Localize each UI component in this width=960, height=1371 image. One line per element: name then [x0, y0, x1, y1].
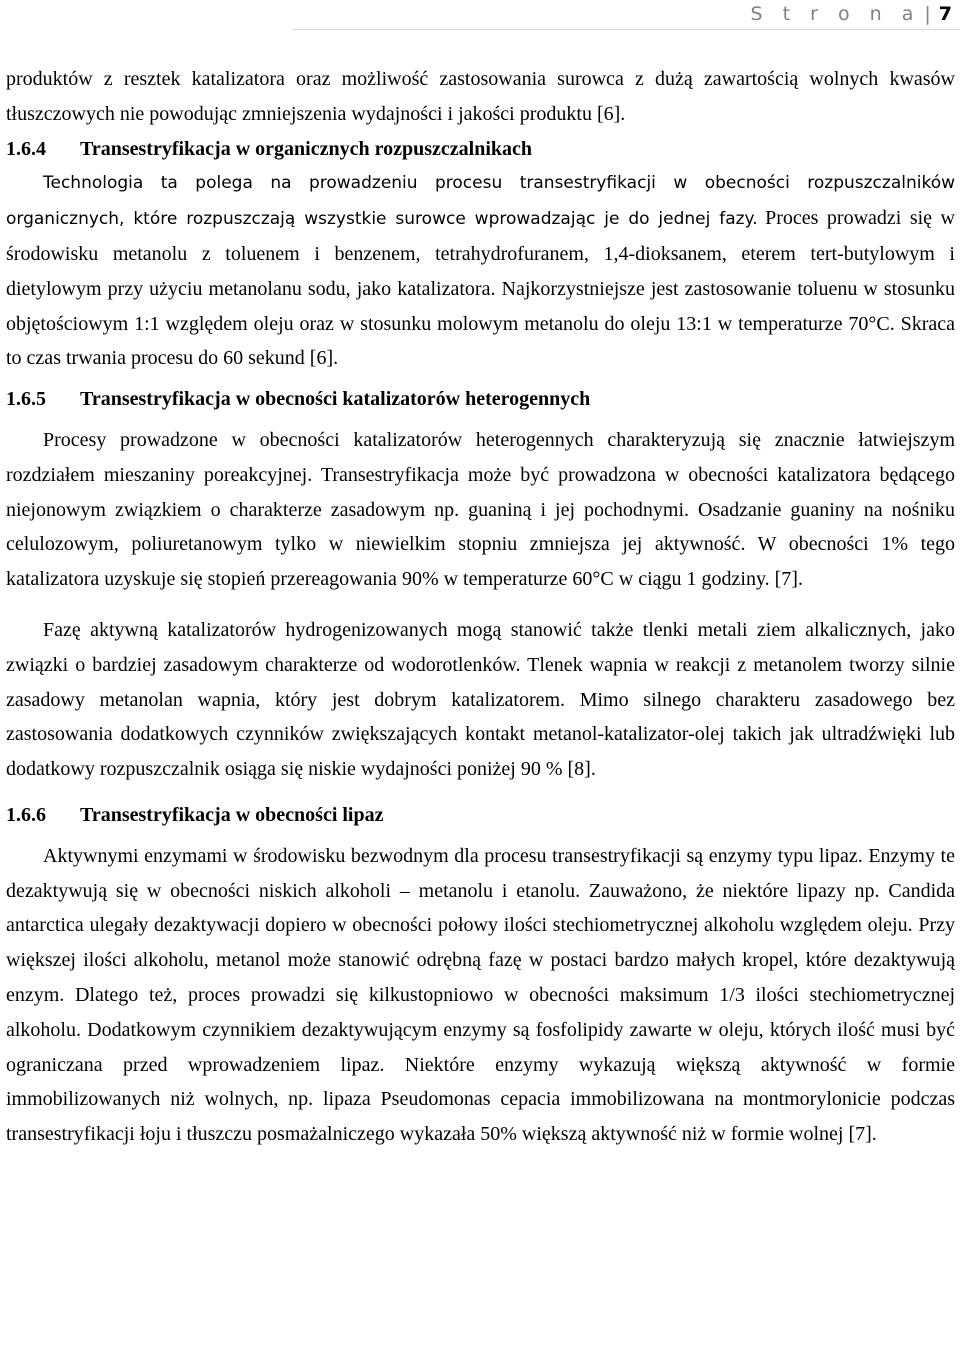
- section-number: 1.6.4: [6, 137, 46, 160]
- header-rule: [292, 29, 960, 30]
- section-1-6-5-paragraph-1: Procesy prowadzone w obecności katalizatorów heterogennych charakteryzują się znacznie łatwiejszym rozdziałem mieszaniny poreakcyjnej. Transestryfikacja może być prowadzona w obecności katalizatora będącego niejonowym związkiem o charakterze zasadowym np. guaniną i jej pochodnymi. Osadzanie guaniny na nośniku celulozowym, poliuretanowym tylko w niewielkim stopniu zmniejsza jej aktywność. W obecności 1% tego katalizatora uzyskuje się stopień przereagowania 90% w temperaturze 60°C w ciągu 1 godziny. [7].: [6, 428, 955, 591]
- section-1-6-6-paragraph: Aktywnymi enzymami w środowisku bezwodnym dla procesu transestryfikacji są enzymy typu lipaz. Enzymy te dezaktywują się w obecności niskich alkoholi – metanolu i etanolu. Zauważono, że niektóre lipazy np. Candida antarctica ulegały dezaktywacji dopiero w obecności połowy ilości stechiometrycznej alkoholu względem oleju. Przy większej ilości alkoholu, metanol może stanowić odrębną fazę w postaci bardzo małych kropel, które dezaktywują enzym. Dlatego też, proces prowadzi się kilkustopniowo w obecności maksimum 1/3 ilości stechiometrycznej alkoholu. Dodatkowym czynnikiem dezaktywującym enzymy są fosfolipidy zawarte w oleju, których ilość musi być ograniczana przed wprowadzeniem lipaz. Niektóre enzymy wykazują większą aktywność w formie immobilizowanych niż wolnych, np. lipaza Pseudomonas cepacia immobilizowana na montmorylonicie podczas transestryfikacji łoju i tłuszczu posmażalniczego wykazała 50% większą aktywność niż w formie wolnej [7].: [6, 844, 955, 1146]
- section-number: 1.6.5: [6, 388, 46, 411]
- header-separator: |: [924, 3, 931, 25]
- spacer: [6, 597, 955, 613]
- section-title: Transestryfikacja w organicznych rozpuszczalnikach: [80, 137, 533, 160]
- paragraph-sans-part: Technologia ta polega na prowadzeniu procesu transestryfikacji w obecności rozpuszczalników organicznych, które rozpuszczają wszystkie surowce wprowadzając je do jednej fazy.: [6, 173, 955, 230]
- section-heading-1-6-4: [6, 132, 955, 167]
- intro-paragraph: produktów z resztek katalizatora oraz możliwość zastosowania surowca z dużą zawartością wolnych kwasów tłuszczowych nie powodując zmniejszenia wydajności i jakości produktu [6].: [6, 68, 955, 125]
- section-title: Transestryfikacja w obecności lipaz: [80, 803, 384, 826]
- section-1-6-4-paragraph: [6, 166, 955, 376]
- section-number: 1.6.6: [6, 803, 46, 826]
- section-1-6-5-paragraph-2: Fazę aktywną katalizatorów hydrogenizowanych mogą stanowić także tlenki metali ziem alkalicznych, jako związki o bardziej zasadowym charakterze od wodorotlenków. Tlenek wapnia w reakcji z metanolem tworzy silnie zasadowy metanolan wapnia, który jest dobrym katalizatorem. Mimo silnego charakteru zasadowego bez zastosowania dodatkowych czynników zwiększających kontakt metanol-katalizator-olej takich jak ultradźwięki lub dodatkowy rozpuszczalnik osiąga się niskie wydajności poniżej 90 % [8].: [6, 618, 955, 781]
- page-header: [751, 2, 952, 26]
- section-heading-1-6-5: [6, 382, 955, 417]
- document-body: [6, 62, 955, 1152]
- page-number: 7: [938, 3, 952, 25]
- section-heading-1-6-6: [6, 798, 955, 833]
- paragraph-serif-part: Proces prowadzi się w środowisku metanolu z toluenem i benzenem, tetrahydrofuranem, 1,4-dioksanem, eterem tert-butylowym i dietylowym przy użyciu metanolanu sodu, jako katalizatora. Najkorzystniejsze jest zastosowanie toluenu w stosunku objętościowym 1:1 względem oleju oraz w stosunku molowym metanolu do oleju 13:1 w temperaturze 70°C. Skraca to czas trwania procesu do 60 sekund [6].: [6, 207, 955, 370]
- page-label: S t r o n a: [750, 3, 921, 25]
- section-title: Transestryfikacja w obecności katalizatorów heterogennych: [80, 388, 591, 411]
- spacer: [6, 787, 955, 798]
